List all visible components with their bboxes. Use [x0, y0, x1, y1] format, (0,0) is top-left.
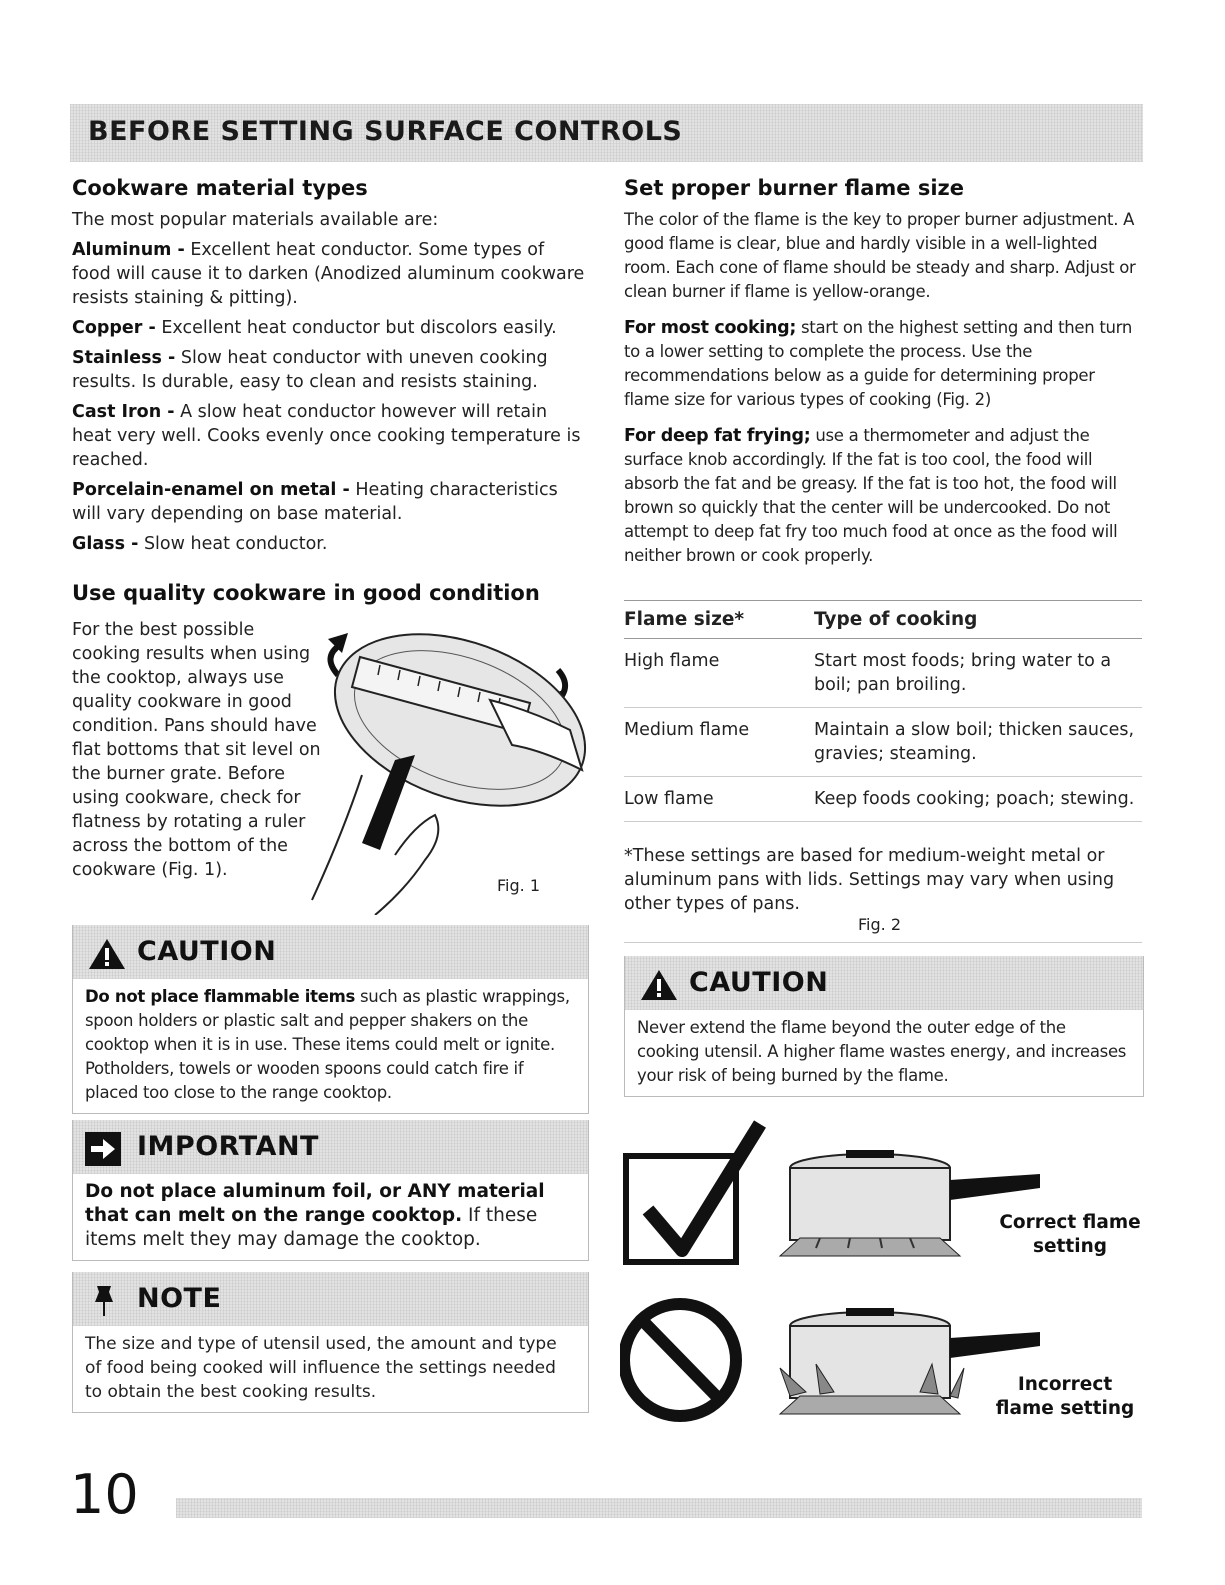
page-number: 10	[70, 1463, 139, 1526]
important-label: IMPORTANT	[137, 1131, 319, 1162]
pan-ruler-illustration	[300, 615, 590, 915]
caution-body	[73, 979, 588, 1113]
table-row	[624, 708, 1142, 777]
important-body	[73, 1174, 588, 1260]
burner-flame-section	[624, 176, 1144, 568]
divider	[624, 942, 1142, 943]
quality-cookware-heading: Use quality cookware in good condition	[72, 581, 540, 605]
caution-header	[625, 956, 1143, 1010]
material-cast-iron: Cast Iron - A slow heat conductor however will retain heat very well. Cooks evenly once cooking temperature is reached.	[72, 402, 581, 470]
flame-size-table	[624, 600, 1142, 822]
fig1-caption: Fig. 1	[497, 876, 540, 895]
note-label: NOTE	[137, 1283, 222, 1314]
materials-intro: The most popular materials available are:	[72, 210, 439, 230]
col-type-of-cooking: Type of cooking	[814, 601, 1142, 639]
table-footnote: *These settings are based for medium-weight metal or aluminum pans with lids. Settings may vary when using other types of pans.	[624, 846, 1115, 914]
caution-label: CAUTION	[137, 936, 277, 967]
cooking-type-cell: Start most foods; bring water to a boil; pan broiling.	[814, 639, 1142, 708]
caution-body	[625, 1010, 1143, 1096]
caution-label: CAUTION	[689, 967, 829, 998]
col-flame-size: Flame size*	[624, 601, 814, 639]
incorrect-flame-label: Incorrect flame setting	[995, 1374, 1135, 1419]
cooking-type-cell: Keep foods cooking; poach; stewing.	[814, 777, 1142, 822]
quality-cookware-text: For the best possible cooking results when using the cooktop, always use quality cookware in good condition. Pans should have flat bottoms that sit level on the burner grate. Before using cookware, check for flatness by rotating a ruler across the bottom of the cookware (Fig. 1).	[72, 620, 321, 880]
burner-flame-heading: Set proper burner flame size	[624, 176, 965, 200]
table-header-row	[624, 601, 1142, 639]
table-row	[624, 639, 1142, 708]
fig2-caption: Fig. 2	[858, 915, 901, 934]
footer-bar	[176, 1498, 1142, 1518]
deep-frying-text: For deep fat frying; use a thermometer and adjust the surface knob accordingly. If the fat is too cool, the food will absorb the fat and be greasy. If the fat is too hot, the food will brown so quickly that the center will be undercooked. Do not attempt to deep fat fry too much food at once as the food will neither brown or cook properly.	[624, 426, 1118, 565]
note-box	[72, 1272, 589, 1413]
warning-triangle-icon	[639, 968, 679, 1002]
note-text: The size and type of utensil used, the amount and type of food being cooked will influence the settings needed to obtain the best cooking results.	[85, 1334, 557, 1402]
flame-intro-text: The color of the flame is the key to proper burner adjustment. A good flame is clear, blue and hardly visible in a well-lighted room. Each cone of flame should be steady and sharp. Adjust or clean burner if flame is yellow-orange.	[624, 210, 1136, 301]
caution-box-flame	[624, 956, 1144, 1097]
note-header	[73, 1272, 588, 1326]
pushpin-icon	[89, 1284, 119, 1318]
material-glass: Glass - Slow heat conductor.	[72, 534, 328, 554]
caution-box-flammable	[72, 925, 589, 1114]
material-copper: Copper - Excellent heat conductor but discolors easily.	[72, 318, 557, 338]
material-stainless: Stainless - Slow heat conductor with uneven cooking results. Is durable, easy to clean and resists staining.	[72, 348, 548, 392]
cookware-materials-section	[72, 176, 587, 556]
important-header	[73, 1120, 588, 1174]
important-box	[72, 1120, 589, 1261]
section-title: BEFORE SETTING SURFACE CONTROLS	[88, 116, 683, 147]
cooking-type-cell: Maintain a slow boil; thicken sauces, gravies; steaming.	[814, 708, 1142, 777]
flame-size-cell: High flame	[624, 639, 814, 708]
important-arrow-icon	[85, 1132, 121, 1166]
correct-flame-label: Correct flame setting	[999, 1212, 1141, 1257]
most-cooking-text: For most cooking; start on the highest setting and then turn to a lower setting to complete the process. Use the recommendations below as a guide for determining proper flame size for various types of cooking (Fig. 2)	[624, 318, 1133, 409]
caution-text: Do not place flammable items such as plastic wrappings, spoon holders or plastic salt and pepper shakers on the cooktop when it is in use. These items could melt or ignite. Potholders, towels or wooden spoons could catch fire if placed too close to the range cooktop.	[85, 987, 570, 1102]
material-aluminum: Aluminum - Excellent heat conductor. Some types of food will cause it to darken (Anodized aluminum cookware resists staining & pitting).	[72, 240, 585, 308]
caution-text: Never extend the flame beyond the outer edge of the cooking utensil. A higher flame wastes energy, and increases your risk of being burned by the flame.	[637, 1018, 1127, 1085]
cookware-materials-heading: Cookware material types	[72, 176, 368, 200]
note-body	[73, 1326, 588, 1412]
table-row	[624, 777, 1142, 822]
flame-size-cell: Medium flame	[624, 708, 814, 777]
section-banner	[70, 104, 1143, 162]
material-porcelain: Porcelain-enamel on metal - Heating characteristics will vary depending on base material.	[72, 480, 558, 524]
warning-triangle-icon	[87, 937, 127, 971]
flame-size-cell: Low flame	[624, 777, 814, 822]
caution-header	[73, 925, 588, 979]
important-text: Do not place aluminum foil, or ANY material that can melt on the range cooktop. If these items melt they may damage the cooktop.	[85, 1181, 545, 1250]
